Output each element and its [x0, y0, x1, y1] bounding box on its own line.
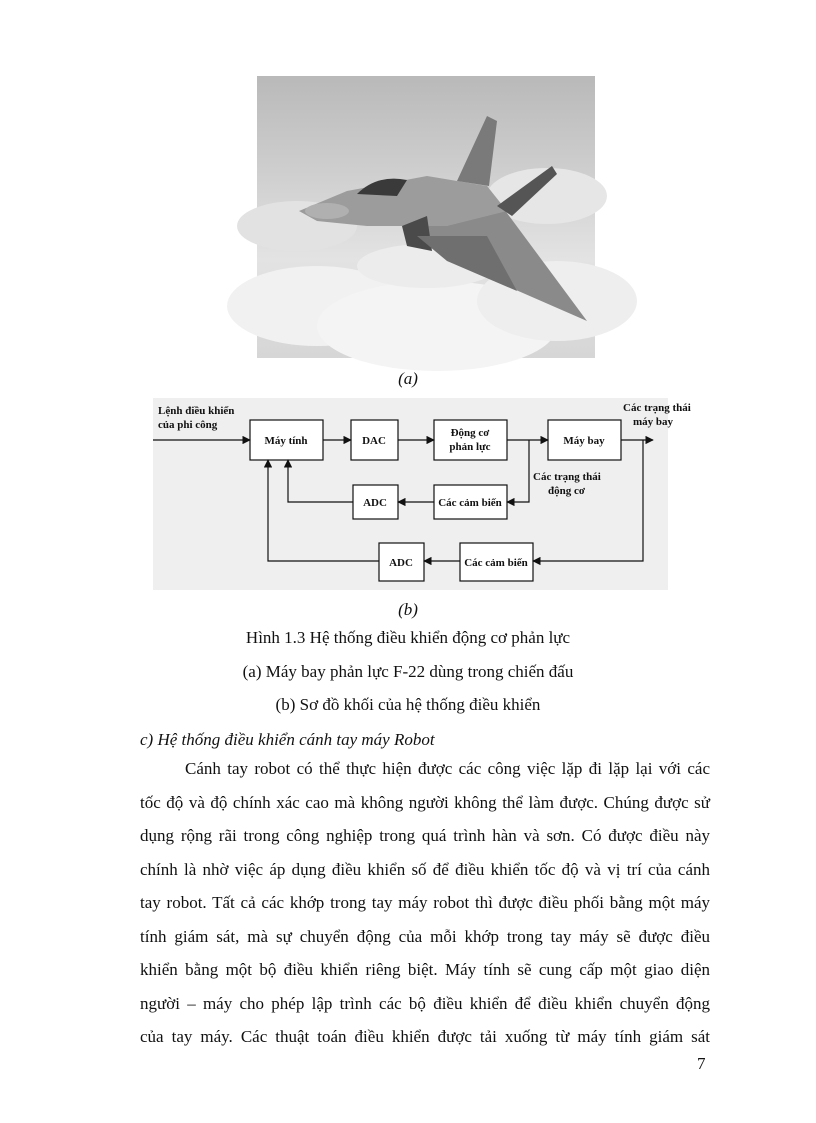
figure-caption-a: (a) Máy bay phản lực F-22 dùng trong chiến đấu: [242, 662, 574, 681]
computer-label: Máy tính: [264, 435, 308, 447]
engine-block: [434, 420, 507, 460]
input-label-line1: Lệnh điều khiển: [158, 405, 235, 417]
sensors-inner-label: Các cảm biến: [438, 497, 502, 509]
page-number: 7: [697, 1054, 706, 1073]
output-label-line2: máy bay: [633, 416, 674, 428]
body-paragraph: [140, 752, 710, 1054]
paragraph-line: dụng rộng rãi trong công nghiệp trong quá trình hàn và sơn. Có được điều này: [140, 826, 710, 845]
engine-state-line2: động cơ: [548, 485, 585, 497]
diagram-label: (b): [398, 600, 418, 619]
adc-inner-label: ADC: [363, 497, 387, 509]
engine-state-line1: Các trạng thái: [533, 471, 601, 483]
sensors-outer-label: Các cảm biến: [464, 557, 528, 569]
aircraft-illustration: [257, 76, 595, 358]
dac-label: DAC: [362, 435, 386, 447]
figure-caption-b: (b) Sơ đồ khối của hệ thống điều khiển: [275, 695, 541, 714]
photo-label: (a): [398, 369, 418, 388]
aircraft-label: Máy bay: [563, 435, 605, 447]
paragraph-line: chính là nhờ việc áp dụng điều khiển số để điều khiển tốc độ và vị trí của cánh: [140, 859, 710, 879]
paragraph-line: khiển bằng một bộ điều khiển riêng biệt. Máy tính sẽ cung cấp một giao diện: [140, 960, 710, 979]
paragraph-line: người – máy cho phép lập trình các bộ điều khiển để điều khiển chuyển động: [140, 993, 710, 1013]
section-heading: c) Hệ thống điều khiển cánh tay máy Robot: [140, 730, 435, 749]
control-block-diagram: [153, 398, 691, 590]
engine-label-line1: Động cơ: [450, 427, 490, 439]
figure-title: Hình 1.3 Hệ thống điều khiển động cơ phản lực: [245, 628, 571, 647]
adc-outer-label: ADC: [389, 557, 413, 569]
output-label-line1: Các trạng thái: [623, 402, 691, 414]
input-label-line2: của phi công: [158, 419, 218, 431]
paragraph-line: tốc độ và độ chính xác cao mà không người không thể làm được. Chúng được sử: [140, 792, 710, 812]
paragraph-line: tính giám sát, mà sự chuyển động của mỗi khớp trong tay máy sẽ được điều: [140, 926, 710, 946]
paragraph-line: tay robot. Tất cả các khớp trong tay máy robot thì được điều phối bằng một máy: [140, 893, 710, 912]
paragraph-line: Cánh tay robot có thể thực hiện được các công việc lặp đi lặp lại với các: [185, 759, 710, 778]
f22-aircraft-photo: [257, 76, 595, 358]
paragraph-line: của tay máy. Các thuật toán điều khiển được tải xuống từ máy tính giám sát: [140, 1027, 710, 1046]
engine-label-line2: phản lực: [449, 441, 491, 453]
